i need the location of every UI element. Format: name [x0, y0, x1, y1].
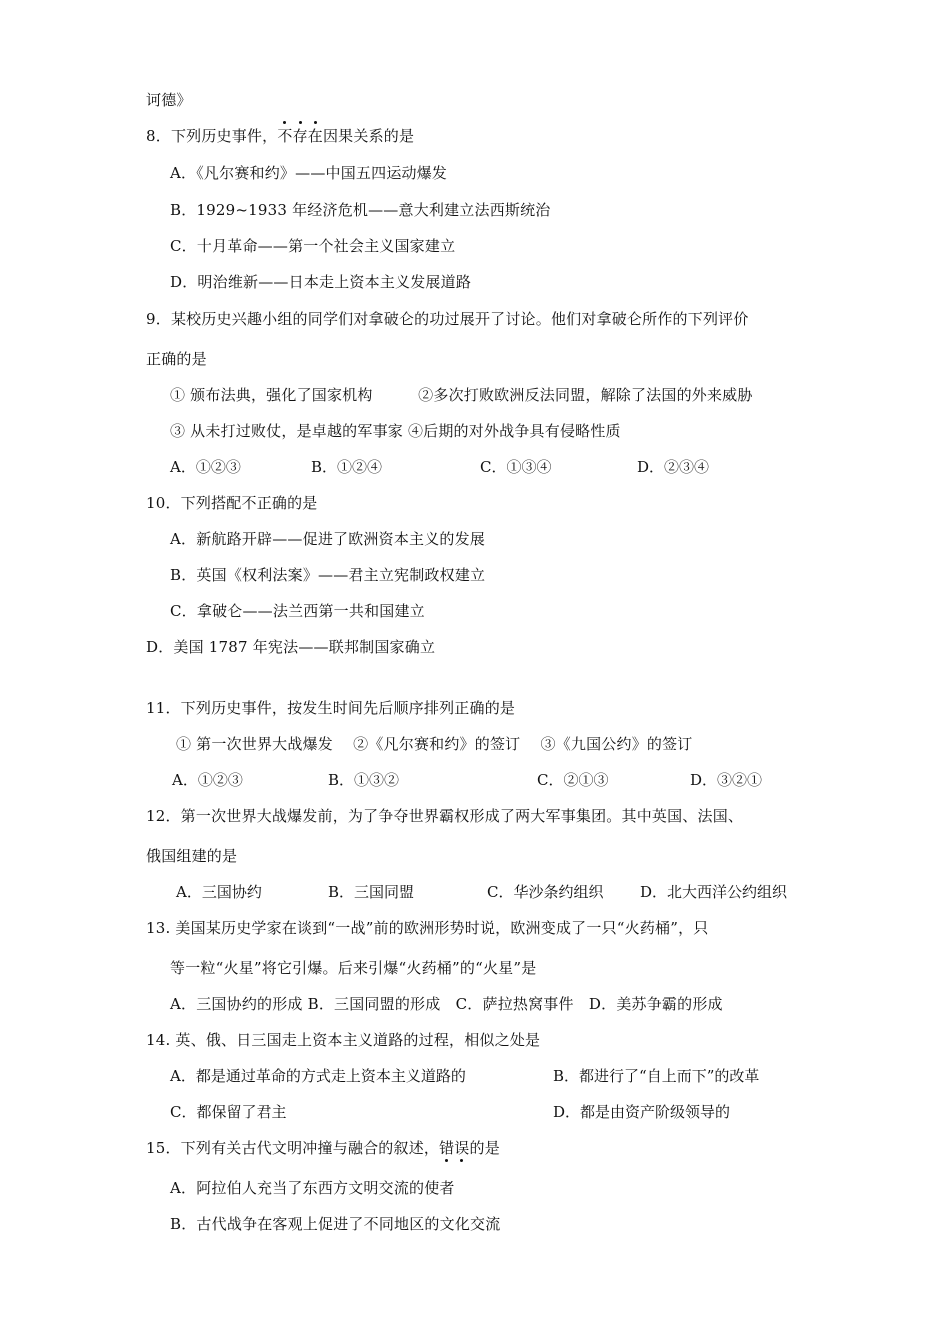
question-13-line-2: 等一粒“火星”将它引爆。后来引爆“火药桶”的“火星”是: [170, 959, 537, 977]
q10-option-a: A．新航路开辟——促进了欧洲资本主义的发展: [170, 530, 486, 548]
q14-option-d: D．都是由资产阶级领导的: [553, 1103, 731, 1121]
q10-option-d: D．美国 1787 年宪法——联邦制国家确立: [146, 638, 436, 656]
question-9-line-1: 9．某校历史兴趣小组的同学们对拿破仑的功过展开了讨论。他们对拿破仑所作的下列评价: [146, 310, 749, 328]
q15-prefix: 15．下列有关古代文明冲撞与融合的叙述，: [146, 1139, 440, 1157]
continuation-line: 诃德》: [146, 91, 192, 109]
q14-option-c: C．都保留了君主: [170, 1103, 287, 1121]
q15-suffix: 的是: [469, 1139, 500, 1157]
q15-option-a: A．阿拉伯人充当了东西方文明交流的使者: [170, 1179, 455, 1197]
q14-option-b: B．都进行了“自上而下”的改革: [553, 1067, 760, 1085]
q11-option-a: A．①②③: [172, 771, 243, 789]
q8-emphasis-2: 存: [292, 127, 308, 145]
q8-option-b: B．1929~1933 年经济危机——意大利建立法西斯统治: [170, 201, 551, 219]
question-15: [146, 1138, 500, 1158]
q12-option-d: D．北大西洋公约组织: [640, 883, 788, 901]
q8-emphasis-3: 在: [307, 127, 323, 145]
q12-option-a: A．三国协约: [176, 883, 262, 901]
q11-option-c: C．②①③: [537, 771, 609, 789]
q9-option-b: B．①②④: [311, 458, 383, 476]
q9-option-a: A．①②③: [170, 458, 241, 476]
q9-option-d: D．②③④: [637, 458, 710, 476]
q9-option-c: C．①③④: [480, 458, 552, 476]
q12-option-b: B．三国同盟: [328, 883, 415, 901]
q13-options: A．三国协约的形成 B．三国同盟的形成 C．萨拉热窝事件 D．美苏争霸的形成: [170, 995, 723, 1013]
q8-prefix: 8．下列历史事件，: [146, 127, 278, 145]
q10-option-b: B．英国《权利法案》——君主立宪制政权建立: [170, 566, 486, 584]
q8-option-c: C．十月革命——第一个社会主义国家建立: [170, 237, 456, 255]
question-12-line-2: 俄国组建的是: [146, 847, 238, 865]
q15-emphasis-1: 错: [439, 1139, 455, 1157]
q12-option-c: C．华沙条约组织: [487, 883, 604, 901]
question-14: 14. 英、俄、日三国走上资本主义道路的过程，相似之处是: [146, 1031, 541, 1049]
question-9-line-2: 正确的是: [146, 350, 207, 368]
question-13-line-1: 13. 美国某历史学家在谈到“一战”前的欧洲形势时说，欧洲变成了一只“火药桶”，只: [146, 919, 709, 937]
q11-option-d: D．③②①: [690, 771, 763, 789]
q11-option-b: B．①③②: [328, 771, 400, 789]
q11-statements: ① 第一次世界大战爆发 ②《凡尔赛和约》的签订 ③《九国公约》的签订: [176, 735, 693, 753]
q8-option-a: A．《凡尔赛和约》——中国五四运动爆发: [170, 164, 448, 182]
q15-option-b: B．古代战争在客观上促进了不同地区的文化交流: [170, 1215, 501, 1233]
q10-option-c: C．拿破仑——法兰西第一共和国建立: [170, 602, 425, 620]
q8-suffix: 因果关系的是: [322, 127, 415, 145]
question-12-line-1: 12．第一次世界大战爆发前，为了争夺世界霸权形成了两大军事集团。其中英国、法国、: [146, 807, 744, 825]
question-10: 10．下列搭配不正确的是: [146, 494, 318, 512]
question-8: [146, 126, 414, 146]
q15-emphasis-2: 误: [454, 1139, 470, 1157]
q8-emphasis-1: 不: [277, 127, 293, 145]
question-11: 11．下列历史事件，按发生时间先后顺序排列正确的是: [146, 699, 516, 717]
q14-option-a: A．都是通过革命的方式走上资本主义道路的: [170, 1067, 466, 1085]
q9-statement-1: ① 颁布法典，强化了国家机构 ②多次打败欧洲反法同盟，解除了法国的外来威胁: [170, 386, 753, 404]
q9-statement-2: ③ 从未打过败仗，是卓越的军事家 ④后期的对外战争具有侵略性质: [170, 422, 621, 440]
q8-option-d: D．明治维新——日本走上资本主义发展道路: [170, 273, 472, 291]
